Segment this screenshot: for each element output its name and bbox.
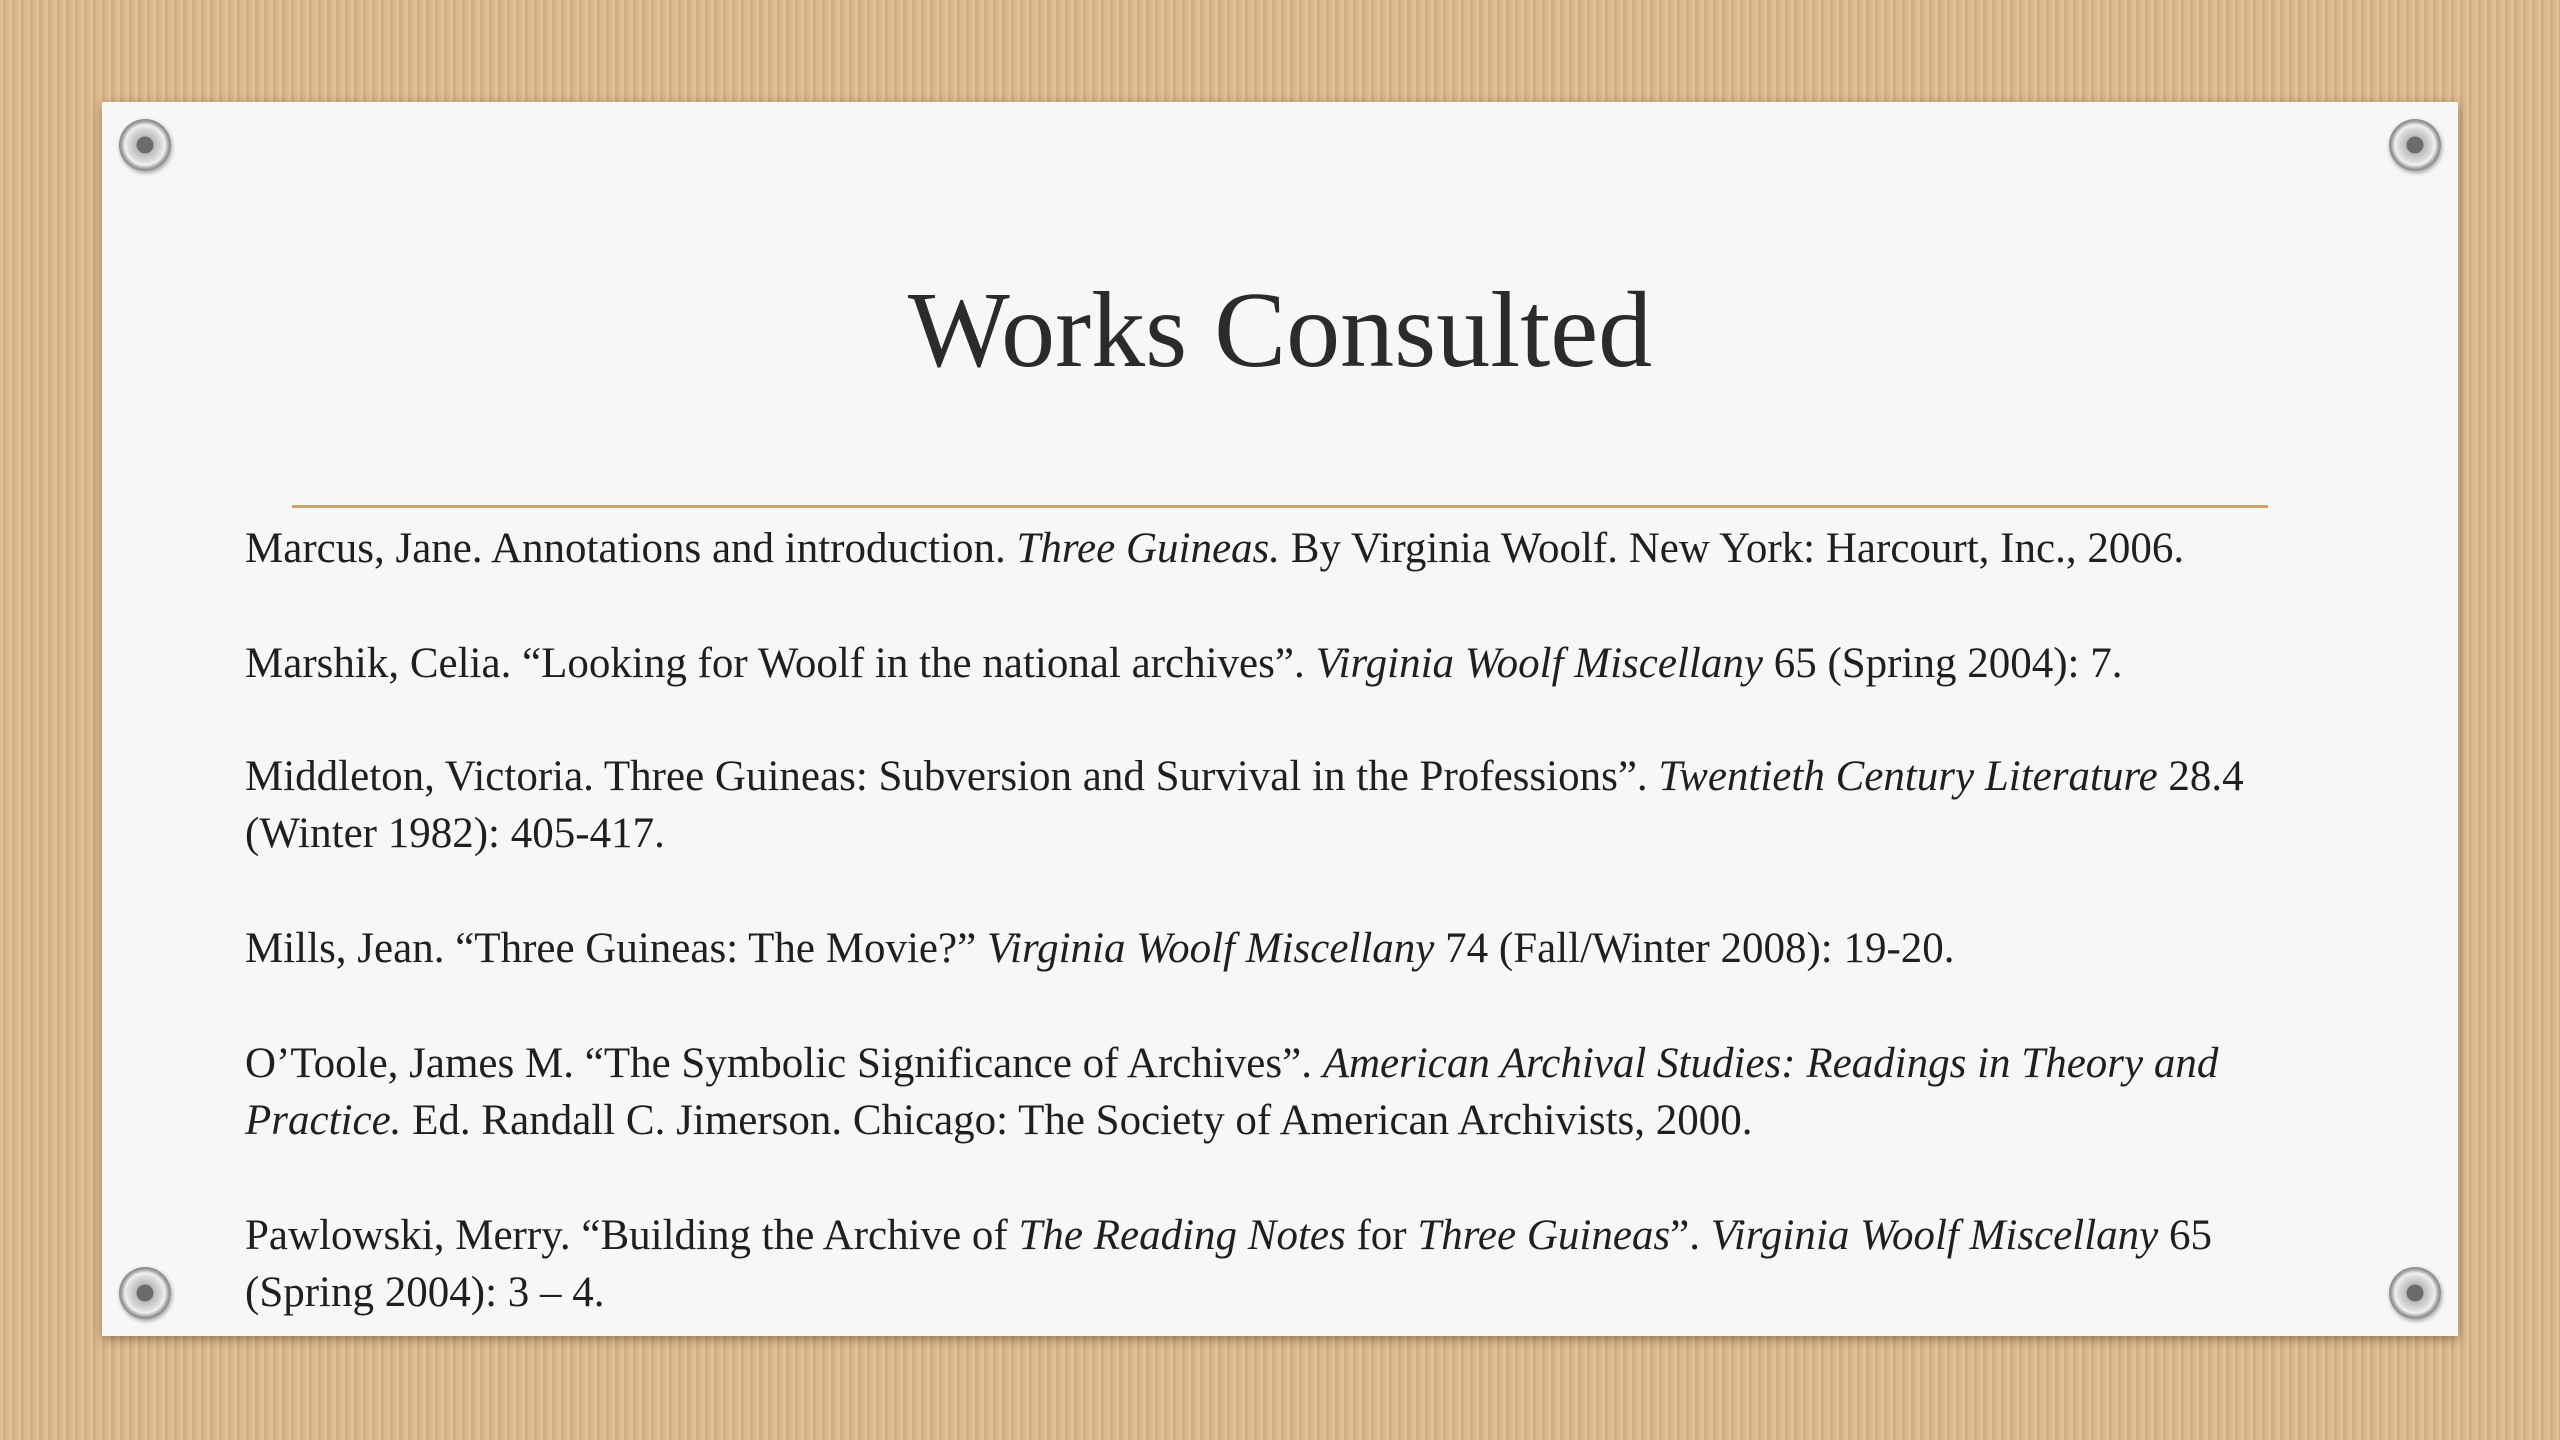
citation-text: Pawlowski, Merry. “Building the Archive of (245, 1212, 1019, 1259)
citation-text: 65 (Spring 2004): 3 – 4. (245, 1212, 2212, 1316)
citation-text: Mills, Jean. “Three Guineas: The Movie?” (245, 925, 987, 972)
citation-title: Virginia Woolf Miscellany (986, 925, 1435, 972)
grommet-bottom-right-icon (2389, 1267, 2441, 1319)
grommet-top-right-icon (2389, 119, 2441, 171)
grommet-bottom-left-icon (119, 1267, 171, 1319)
citation-title: Virginia Woolf Miscellany (1315, 640, 1763, 687)
citation-title: Three Guineas. (1016, 525, 1281, 572)
grommet-top-left-icon (119, 119, 171, 171)
citation-title: Virginia Woolf Miscellany (1710, 1212, 2159, 1259)
citation-text: ”. (1670, 1212, 1711, 1259)
citation-title: Three Guineas (1417, 1212, 1671, 1259)
citation-entry-middleton (245, 748, 2325, 862)
citation-title: Twentieth Century Literature (1658, 753, 2158, 800)
citation-entry-pawlowski (245, 1207, 2325, 1321)
citation-text: Middleton, Victoria. Three Guineas: Subversion and Survival in the Professions”. (245, 753, 1659, 800)
citation-text: By Virginia Woolf. New York: Harcourt, Inc., 2006. (1280, 525, 2185, 572)
citation-entry-otoole (245, 1035, 2325, 1149)
citation-entry-mills (245, 920, 2325, 977)
citation-text: for (1345, 1212, 1418, 1259)
citation-text: 74 (Fall/Winter 2008): 19-20. (1434, 925, 1955, 972)
citation-text: Ed. Randall C. Jimerson. Chicago: The Society of American Archivists, 2000. (401, 1097, 1753, 1144)
citation-text: 65 (Spring 2004): 7. (1762, 640, 2123, 687)
citation-list (245, 520, 2325, 1336)
citation-title: American Archival Studies: Readings in Theory and Practice. (245, 1040, 2219, 1144)
slide-board (102, 102, 2458, 1336)
citation-text: 28.4 (Winter 1982): 405-417. (245, 753, 2244, 857)
citation-text: Marshik, Celia. “Looking for Woolf in the national archives”. (245, 640, 1316, 687)
citation-entry-marshik (245, 635, 2325, 692)
slide-title: Works Consulted (907, 271, 1653, 390)
citation-entry-marcus (245, 520, 2325, 577)
citation-text: Marcus, Jane. Annotations and introduction. (245, 525, 1017, 572)
title-divider (292, 505, 2268, 508)
citation-title: The Reading Notes (1018, 1212, 1346, 1259)
citation-text: O’Toole, James M. “The Symbolic Significance of Archives”. (245, 1040, 1323, 1087)
